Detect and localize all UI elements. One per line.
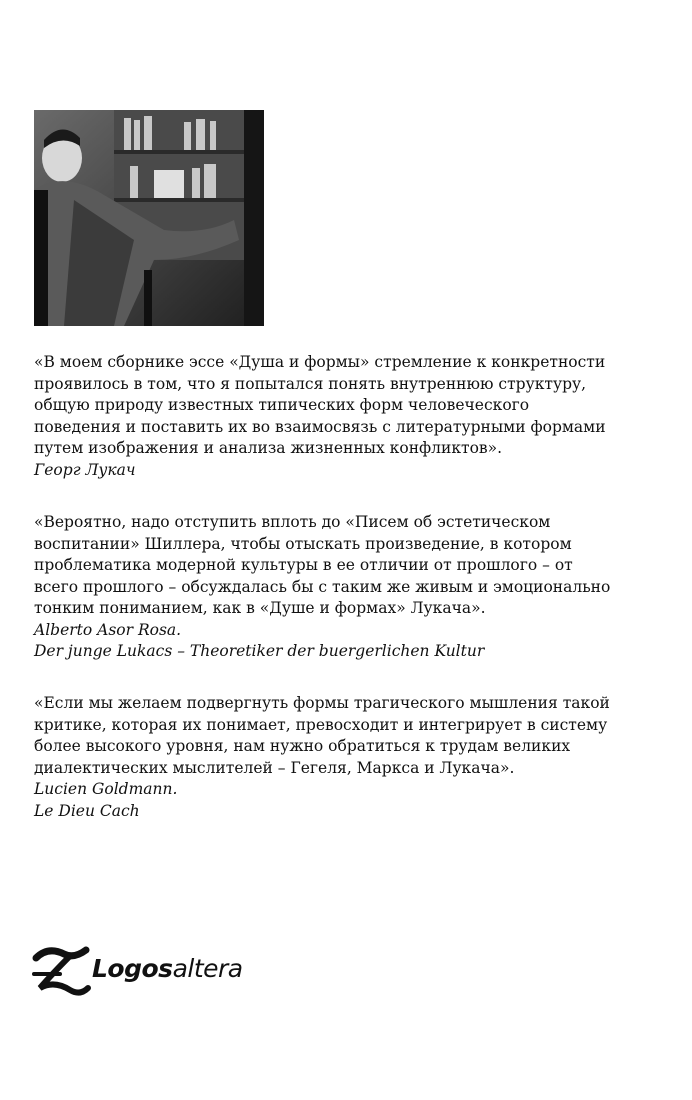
publisher-logo [30, 944, 290, 1004]
quote-asor-rosa [34, 512, 674, 663]
author-portrait-photo [34, 110, 264, 326]
portrait-illustration [34, 110, 264, 326]
publisher-name-bold: Logos [92, 954, 173, 983]
quote-line: общую природу известных типических форм человеческого [34, 396, 530, 414]
quote-line: всего прошлого – обсуждалась бы с таким же живым и эмоционально [34, 577, 611, 596]
logos-mark-icon [30, 944, 94, 1004]
quote-line: диалектических мыслителей – Гегеля, Маркса и Лукача». [34, 758, 515, 777]
quote-goldmann [34, 693, 674, 822]
publisher-name [92, 954, 243, 983]
quote-source: Le Dieu Cach [34, 801, 140, 820]
quote-line: путем изображения и анализа жизненных конфликтов». [34, 439, 503, 457]
quote-attribution: Lucien Goldmann. [34, 780, 178, 798]
quote-line: «Если мы желаем подвергнуть формы трагического мышления такой [34, 694, 610, 712]
quote-line: критике, которая их понимает, превосходит и интегрирует в систему [34, 715, 608, 734]
quote-line: поведения и поставить их во взаимосвязь с литературными формами [34, 417, 606, 436]
quote-lukacs [34, 352, 674, 481]
quote-line: «Вероятно, надо отступить вплоть до «Писем об эстетическом [34, 513, 551, 531]
quote-line: воспитании» Шиллера, чтобы отыскать произведение, в котором [34, 534, 572, 553]
quote-line: «В моем сборнике эссе «Душа и формы» стремление к конкретности [34, 353, 606, 371]
quote-line: проблематика модерной культуры в ее отличии от прошлого – от [34, 556, 573, 574]
quote-source: Der junge Lukacs – Theoretiker der buergerlichen Kultur [34, 642, 485, 660]
publisher-name-regular: altera [172, 954, 243, 983]
quote-line: тонким пониманием, как в «Душе и формах» Лукача». [34, 599, 486, 617]
quote-attribution: Alberto Asor Rosa. [34, 620, 182, 639]
quote-line: более высокого уровня, нам нужно обратиться к трудам великих [34, 737, 571, 755]
quote-line: проявилось в том, что я попытался понять внутреннюю структуру, [34, 374, 587, 393]
quote-attribution: Георг Лукач [34, 460, 136, 479]
